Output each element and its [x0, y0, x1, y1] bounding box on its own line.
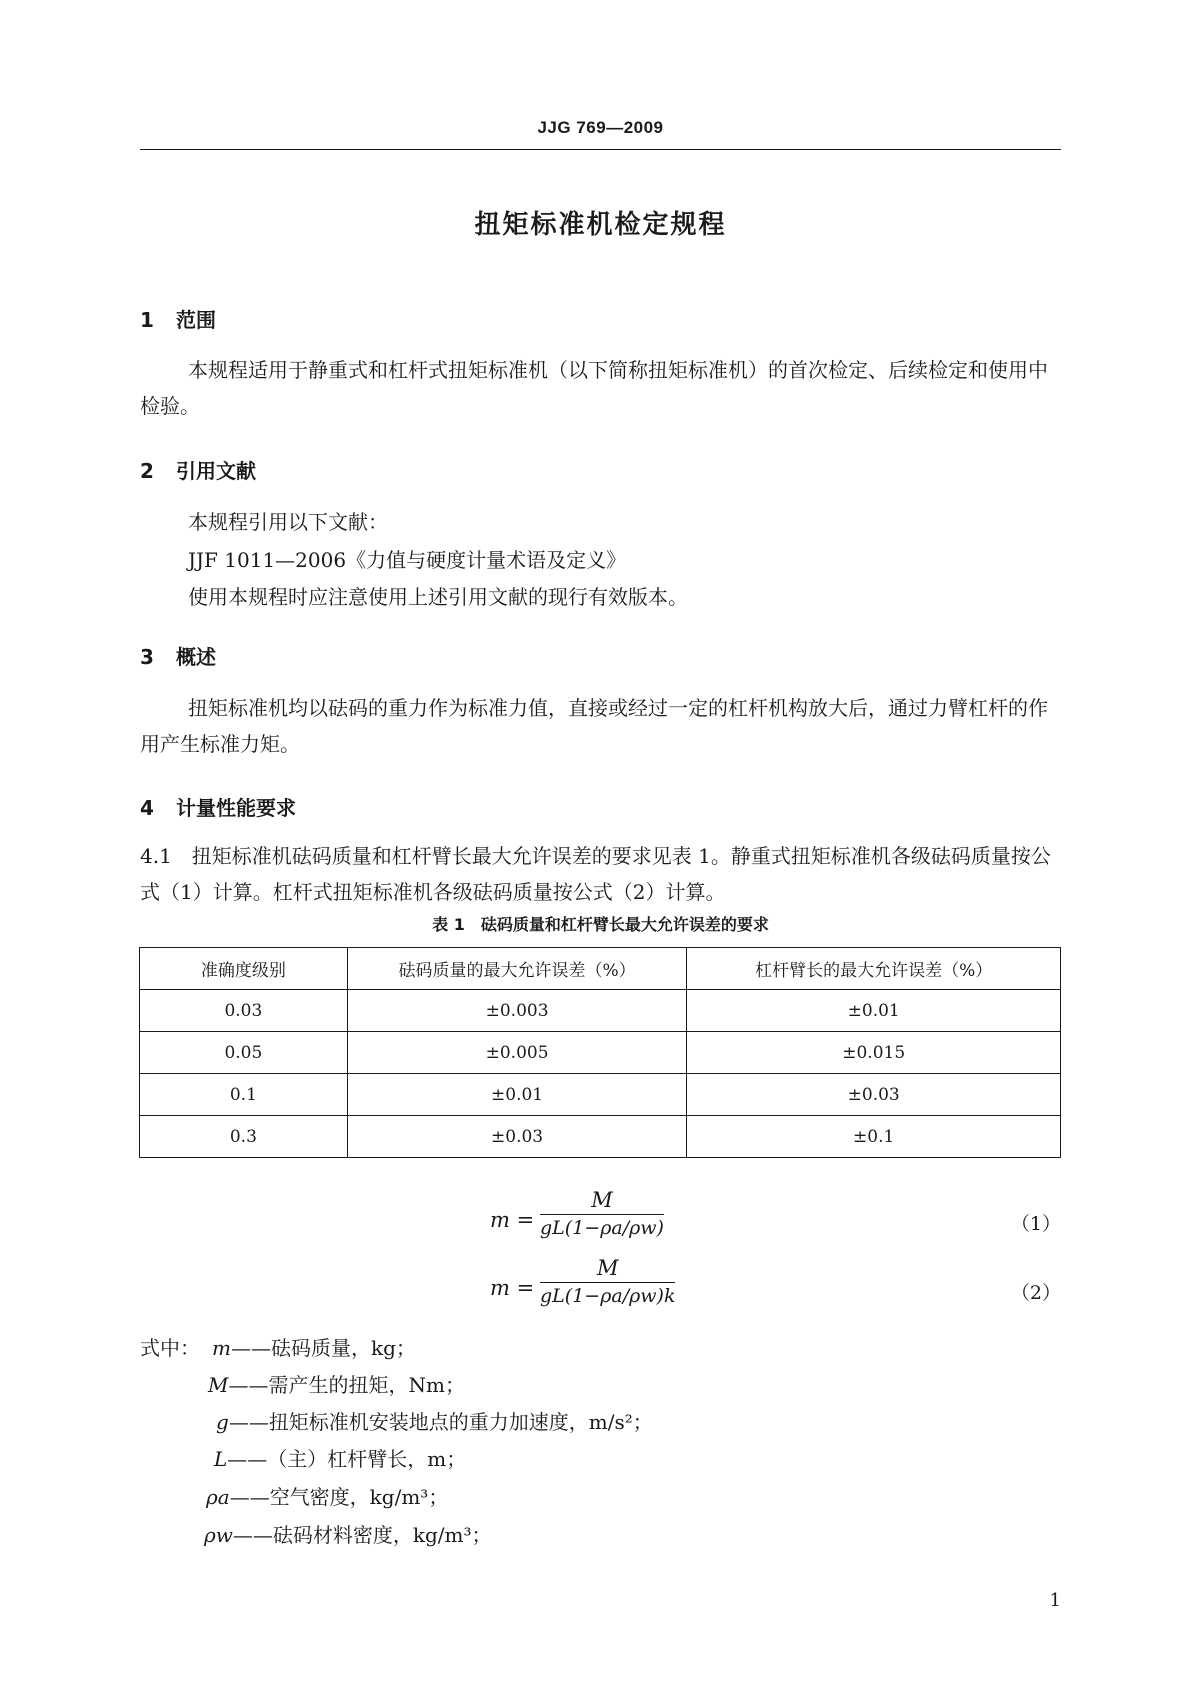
symbol-definition: ——砝码质量，kg； — [230, 1336, 416, 1360]
formula-1-number: （1） — [1010, 1213, 1061, 1235]
table-cell: ±0.005 — [347, 1032, 687, 1074]
formula-denominator: gL(1−ρa/ρw)k — [540, 1285, 676, 1307]
where-item — [208, 1369, 465, 1398]
column-header: 砝码质量的最大允许误差（%） — [347, 948, 687, 990]
symbol: M — [208, 1373, 229, 1397]
section-number: 3 — [140, 645, 154, 669]
table-header-row — [140, 948, 1061, 990]
section-title: 计量性能要求 — [176, 796, 296, 820]
table-row — [140, 1074, 1061, 1116]
section-4-heading — [140, 792, 296, 821]
table-cell: 0.03 — [140, 990, 348, 1032]
symbol-definition: ——（主）杠杆臂长，m； — [227, 1447, 467, 1471]
formula-fraction — [540, 1188, 664, 1239]
table-cell: ±0.03 — [687, 1074, 1061, 1116]
formula-numerator: M — [591, 1188, 613, 1212]
where-item — [214, 1443, 466, 1472]
where-item — [206, 1481, 448, 1510]
symbol: m — [212, 1336, 231, 1360]
table-cell: ±0.01 — [347, 1074, 687, 1116]
symbol-definition: ——需产生的扭矩，Nm； — [228, 1373, 465, 1397]
formula-numerator: M — [596, 1256, 619, 1280]
section-2-line-3: 使用本规程时应注意使用上述引用文献的现行有效版本。 — [188, 585, 688, 609]
error-requirements-table — [139, 947, 1061, 1158]
where-item — [212, 1332, 416, 1361]
section-number: 4 — [140, 796, 154, 820]
section-title: 概述 — [176, 645, 216, 669]
symbol-definition: ——空气密度，kg/m³； — [229, 1485, 449, 1509]
formula-denominator: gL(1−ρa/ρw) — [540, 1217, 664, 1239]
column-header: 杠杆臂长的最大允许误差（%） — [687, 948, 1061, 990]
header-rule — [140, 149, 1061, 150]
table-cell: ±0.01 — [687, 990, 1061, 1032]
symbol: ρw — [204, 1523, 233, 1547]
table-cell: 0.3 — [140, 1116, 348, 1158]
table-row — [140, 1032, 1061, 1074]
table-cell: ±0.015 — [687, 1032, 1061, 1074]
where-item — [216, 1406, 653, 1435]
symbol: L — [214, 1447, 228, 1471]
formula-2-number: （2） — [1010, 1282, 1061, 1304]
section-1-heading — [140, 304, 216, 333]
table-cell: 0.1 — [140, 1074, 348, 1116]
table-cell: 0.05 — [140, 1032, 348, 1074]
symbol-definition: ——扭矩标准机安装地点的重力加速度，m/s²； — [228, 1410, 653, 1434]
section-title: 范围 — [176, 308, 216, 332]
page-title: 扭矩标准机检定规程 — [474, 210, 727, 240]
table-row — [140, 990, 1061, 1032]
formula-fraction — [540, 1256, 675, 1307]
table-cell: ±0.003 — [347, 990, 687, 1032]
symbol: g — [216, 1410, 229, 1434]
formula-lhs: m = — [490, 1208, 535, 1232]
symbol: ρa — [206, 1485, 230, 1509]
table-cell: ±0.1 — [687, 1116, 1061, 1158]
section-1-body: 本规程适用于静重式和杠杆式扭矩标准机（以下简称扭矩标准机）的首次检定、后续检定和使用中检验。 — [140, 358, 1048, 418]
section-2-line-1: 本规程引用以下文献： — [188, 510, 388, 534]
running-header: JJG 769—2009 — [537, 118, 664, 137]
column-header: 准确度级别 — [140, 948, 348, 990]
table-caption: 表 1 砝码质量和杠杆臂长最大允许误差的要求 — [432, 915, 769, 934]
section-3-heading — [140, 641, 216, 670]
section-number: 2 — [140, 459, 154, 483]
section-title: 引用文献 — [176, 459, 256, 483]
section-3-body: 扭矩标准机均以砝码的重力作为标准力值，直接或经过一定的杠杆机构放大后，通过力臂杠杆的作用产生标准力矩。 — [140, 696, 1048, 756]
section-2-heading — [140, 455, 256, 484]
where-intro: 式中： — [140, 1336, 200, 1360]
formula-lhs: m = — [490, 1276, 535, 1300]
table-row — [140, 1116, 1061, 1158]
section-2-reference: JJF 1011—2006《力值与硬度计量术语及定义》 — [188, 548, 627, 572]
clause-4-1: 4.1 扭矩标准机砝码质量和杠杆臂长最大允许误差的要求见表 1。静重式扭矩标准机各级砝码质量按公式（1）计算。杠杆式扭矩标准机各级砝码质量按公式（2）计算。 — [140, 844, 1051, 904]
table-cell: ±0.03 — [347, 1116, 687, 1158]
page-number: 1 — [1049, 1590, 1061, 1611]
where-item — [204, 1519, 492, 1548]
symbol-definition: ——砝码材料密度，kg/m³； — [232, 1523, 492, 1547]
section-number: 1 — [140, 308, 154, 332]
